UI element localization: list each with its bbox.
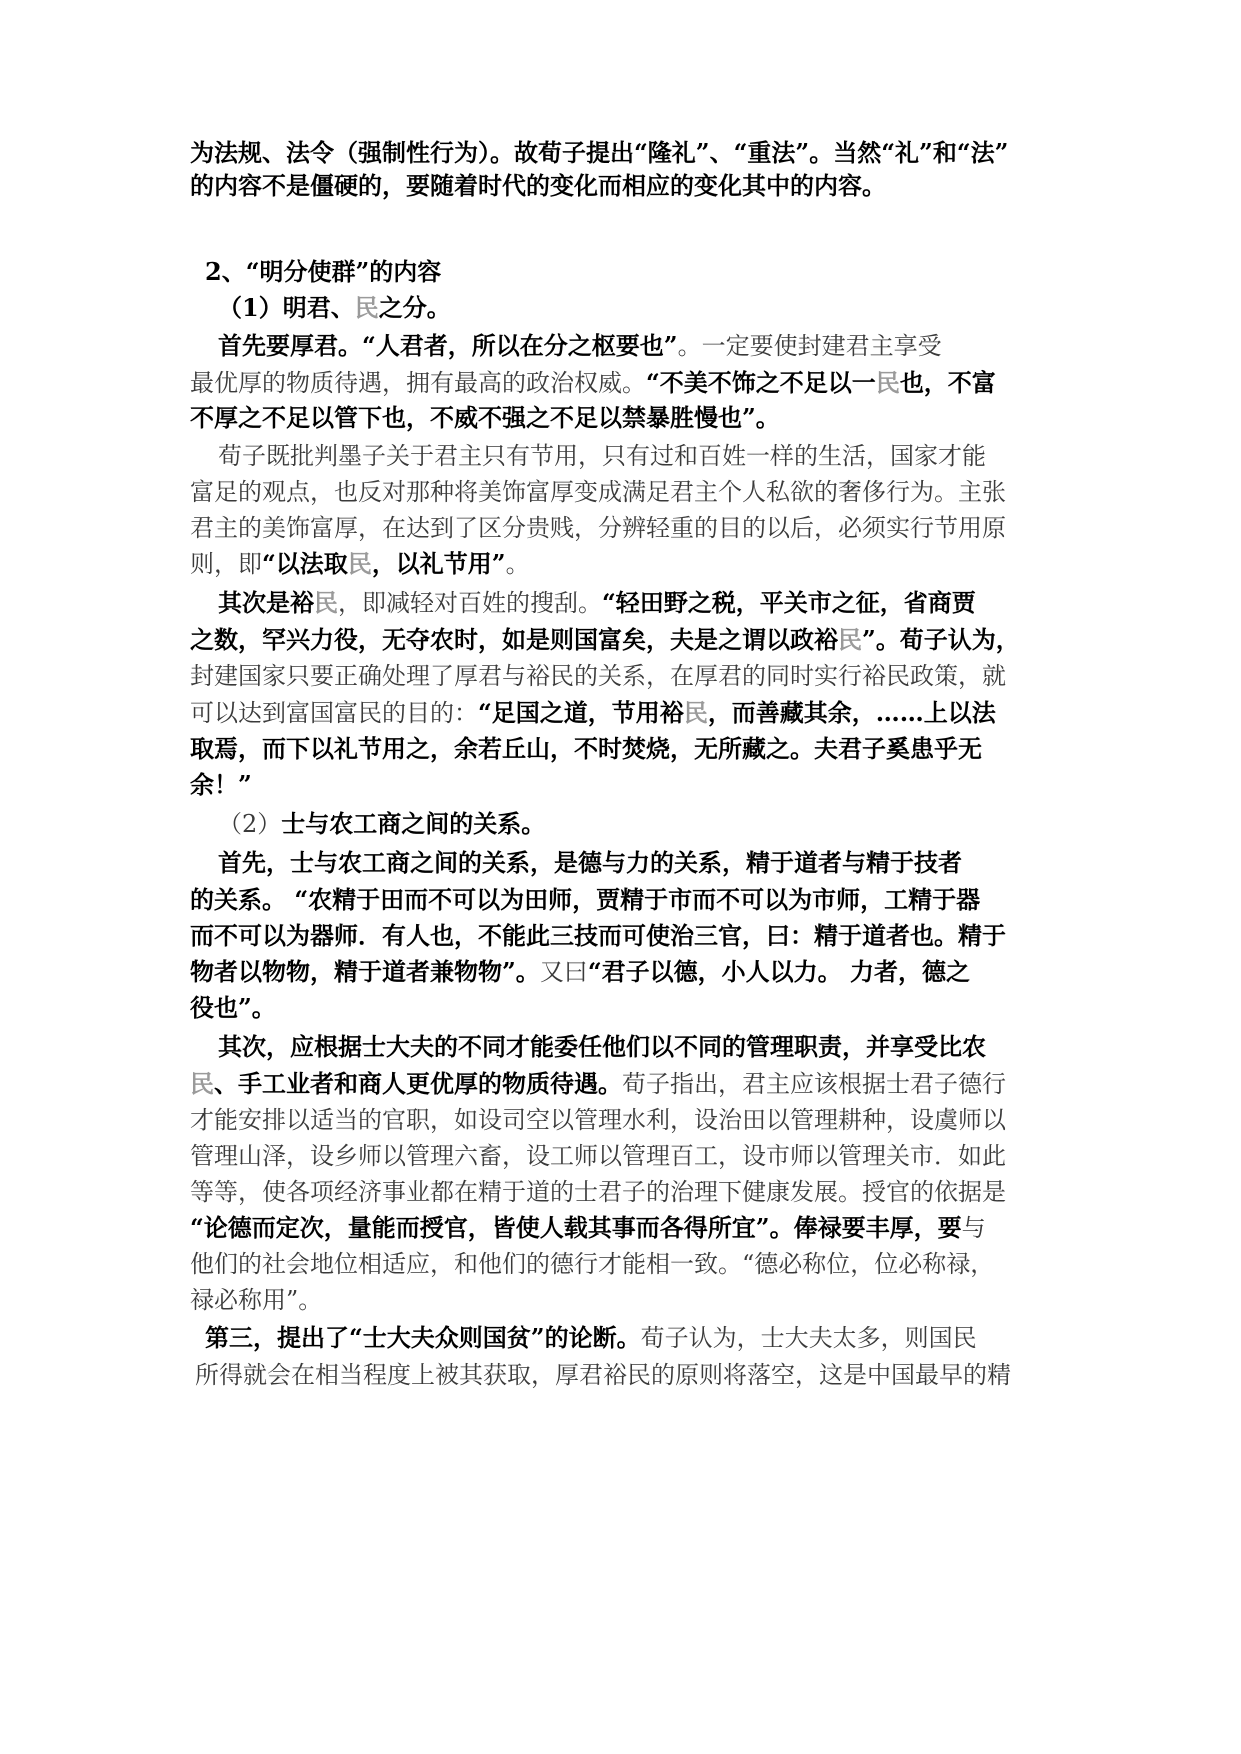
p5-line-2 bbox=[190, 1066, 1070, 1106]
p2-line-3: 君主的美饰富厚，在达到了区分贵贱，分辨轻重的目的以后，必须实行节用原 bbox=[190, 514, 1006, 542]
p5-line-4: 管理山泽，设乡师以管理六畜，设工师以管理百工，设市师以管理关市．如此 bbox=[190, 1142, 1006, 1170]
p3-text-c: 。荀子认为， bbox=[875, 625, 1020, 654]
p1-line-3: 不厚之不足以管下也，不威不强之不足以禁暴胜慢也”。 bbox=[190, 403, 780, 432]
p3-text-d: 可以达到富国富民的目的： bbox=[190, 699, 478, 727]
p5-text-a: 、手工业者和商人更优厚的物质待遇。 bbox=[214, 1069, 622, 1098]
p3-quote-c: ” bbox=[862, 625, 876, 654]
p1-min: 民 bbox=[875, 368, 900, 397]
p3-text-b: ，即减轻对百姓的搜刮。 bbox=[338, 589, 602, 617]
p2-quote-b: ，以礼节用” bbox=[371, 549, 506, 578]
p2-text-b: 。 bbox=[505, 550, 530, 578]
p2-text-a: 则，即 bbox=[190, 550, 262, 578]
subheading-2 bbox=[218, 806, 1098, 846]
p4-line-4 bbox=[190, 954, 1070, 994]
p4-line-1: 首先，士与农工商之间的关系，是德与力的关系，精于道者与精于技者 bbox=[218, 848, 962, 877]
p3-quote-a: “轻田野之税，平关市之征，省商贾 bbox=[602, 588, 976, 617]
p5-text-c: 与 bbox=[961, 1214, 986, 1242]
p3-quote-b: 之数，罕兴力役，无夺农时，如是则国富矣，夫是之谓以政裕 bbox=[190, 625, 838, 654]
p6-line-1 bbox=[205, 1320, 1085, 1360]
p3-quote-d: “足国之道，节用裕 bbox=[478, 698, 684, 727]
p5-line-7: 他们的社会地位相适应，和他们的德行才能相一致。“德必称位，位必称禄， bbox=[190, 1250, 995, 1278]
subheading-2-text: 士与农工商之间的关系。 bbox=[281, 809, 546, 838]
p3-quote-e: ，而善藏其余，……上以法 bbox=[707, 698, 996, 727]
p4-line-5: 役也”。 bbox=[190, 993, 276, 1022]
p3-line-6: 余！” bbox=[190, 770, 252, 799]
p3-line-4 bbox=[190, 695, 1070, 735]
subheading-2-num: （2） bbox=[218, 810, 282, 838]
p3-line-3: 封建国家只要正确处理了厚君与裕民的关系，在厚君的同时实行裕民政策，就 bbox=[190, 662, 1006, 690]
p2-quote-a: “以法取 bbox=[262, 549, 348, 578]
intro-line-1: 为法规、法令（强制性行为）。故荀子提出“隆礼”、“重法”。当然“礼”和“法” bbox=[190, 138, 1009, 167]
subheading-1-text-b: 之分。 bbox=[378, 293, 451, 322]
p5-line-5: 等等，使各项经济事业都在精于道的士君子的治理下健康发展。授官的依据是 bbox=[190, 1178, 1006, 1206]
p5-quote-a: “论德而定次，量能而授官，皆使人载其事而各得所宜”。俸禄要丰厚，要 bbox=[190, 1213, 962, 1242]
subheading-1-min: 民 bbox=[354, 293, 379, 322]
section-heading: 2、“明分使群”的内容 bbox=[205, 257, 442, 286]
p2-line-2: 富足的观点，也反对那种将美饰富厚变成满足君主个人私欲的奢侈行为。主张 bbox=[190, 478, 1006, 506]
p1-text-b: 最优厚的物质待遇，拥有最高的政治权威。 bbox=[190, 369, 646, 397]
p4-line-2: 的关系。 “农精于田而不可以为田师，贾精于市而不可以为市师，工精于器 bbox=[190, 885, 981, 914]
p1-line-1 bbox=[218, 328, 1098, 368]
p2-line-1: 荀子既批判墨子关于君主只有节用，只有过和百姓一样的生活，国家才能 bbox=[218, 442, 986, 470]
p6-line-2: 所得就会在相当程度上被其获取，厚君裕民的原则将落空，这是中国最早的精 bbox=[195, 1361, 1011, 1389]
p3-min-2: 民 bbox=[838, 625, 862, 654]
intro-line-2: 的内容不是僵硬的，要随着时代的变化而相应的变化其中的内容。 bbox=[190, 171, 886, 200]
p5-line-8: 禄必称用”。 bbox=[190, 1286, 323, 1314]
subheading-1-text-a: （1）明君、 bbox=[218, 293, 355, 322]
p4-quote-a: 物者以物物，精于道者兼物物”。 bbox=[190, 957, 540, 986]
p3-line-5: 取焉，而下以礼节用之，余若丘山，不时焚烧，无所藏之。夫君子奚患乎无 bbox=[190, 734, 982, 763]
p1-quote-a: 首先要厚君。“人君者，所以在分之枢要也” bbox=[218, 331, 678, 360]
p5-min: 民 bbox=[190, 1069, 214, 1098]
p3-line-2 bbox=[190, 622, 1070, 662]
p5-line-3: 才能安排以适当的官职，如设司空以管理水利，设治田以管理耕种，设虞师以 bbox=[190, 1106, 1006, 1134]
p1-line-2 bbox=[190, 365, 1070, 405]
p4-quote-b: “君子以德，小人以力。 力者，德之 bbox=[587, 957, 970, 986]
p3-min-1: 民 bbox=[314, 588, 338, 617]
p6-text-a: 第三，提出了“士大夫众则国贫”的论断。 bbox=[205, 1323, 641, 1352]
p2-min: 民 bbox=[347, 549, 372, 578]
p5-line-1: 其次，应根据士大夫的不同才能委任他们以不同的管理职责，并享受比农 bbox=[218, 1032, 986, 1061]
p3-text-a: 其次是裕 bbox=[218, 588, 314, 617]
p1-quote-b: “不美不饰之不足以一 bbox=[646, 368, 876, 397]
p1-text-a: 。一定要使封建君主享受 bbox=[677, 332, 942, 360]
p5-text-b: 荀子指出，君主应该根据士君子德行 bbox=[622, 1070, 1006, 1098]
p1-quote-c: 也，不富 bbox=[899, 368, 996, 397]
p5-line-6 bbox=[190, 1210, 1070, 1250]
subheading-1 bbox=[218, 290, 1098, 330]
p4-line-3: 而不可以为器师．有人也，不能此三技而可使治三官，曰：精于道者也。精于 bbox=[190, 921, 1006, 950]
p4-text-a: 又曰 bbox=[539, 958, 588, 986]
p2-line-4 bbox=[190, 546, 1070, 586]
p6-text-b: 荀子认为，士大夫太多，则国民 bbox=[640, 1324, 977, 1352]
p3-line-1 bbox=[218, 585, 1098, 625]
p3-min-3: 民 bbox=[683, 698, 708, 727]
